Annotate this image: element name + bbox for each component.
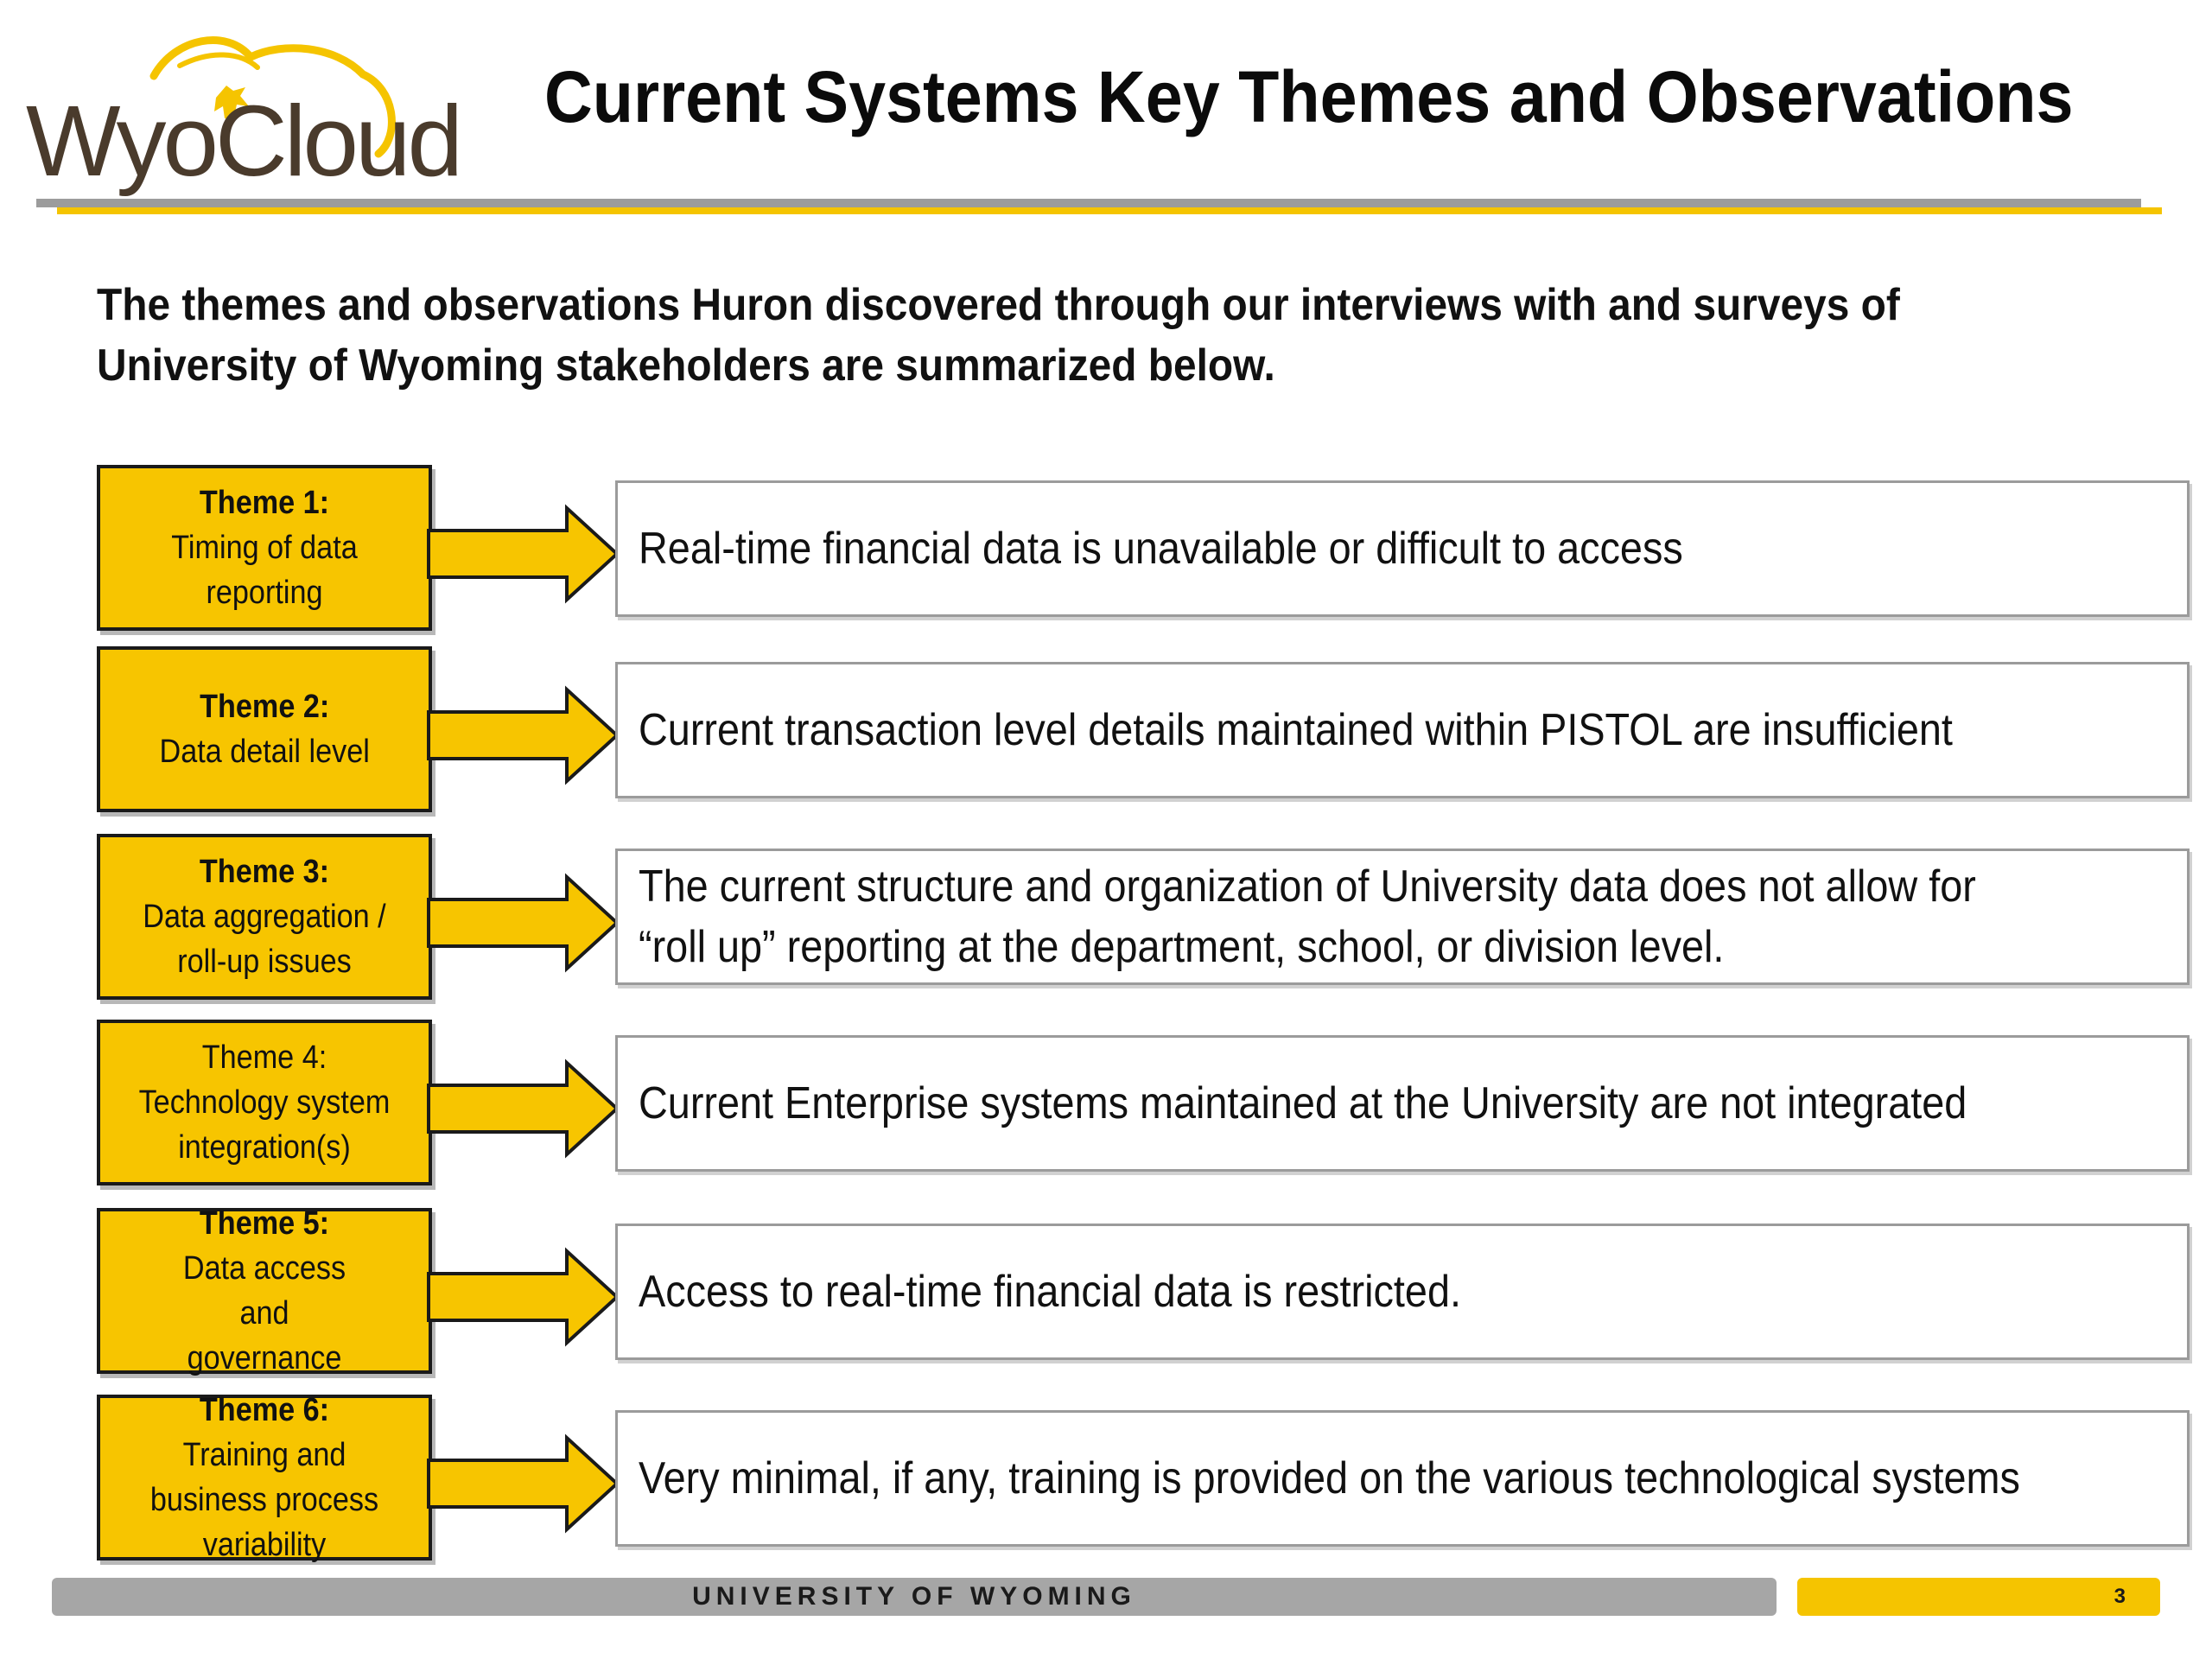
observation-box-1: [615, 480, 2190, 617]
observation-text: Very minimal, if any, training is provided on the various technological systems: [639, 1453, 2020, 1503]
observation-box-2: [615, 662, 2190, 798]
theme-label: Theme 6:: [199, 1392, 330, 1428]
arrow-right-icon: [429, 1249, 622, 1344]
observation-box-3: [615, 849, 2190, 985]
observation-text: Real-time financial data is unavailable or difficult to access: [639, 524, 1683, 574]
observation-box-5: [615, 1224, 2190, 1360]
header-rule-gold: [57, 207, 2162, 214]
observation-box-6: [615, 1410, 2190, 1547]
theme-box-2: [97, 646, 432, 812]
theme-box-content: [159, 684, 369, 774]
observation-text: The current structure and organization of University data does not allow for “roll up” reporting at the department, school, or division level.: [639, 861, 1976, 972]
theme-topic: Timing of data reporting: [171, 530, 358, 611]
page-title: Current Systems Key Themes and Observations: [544, 56, 2074, 137]
theme-box-5: [97, 1205, 432, 1376]
theme-topic: Training and business process variability: [149, 1437, 379, 1563]
observation-box-4: [615, 1035, 2190, 1172]
theme-topic: Data aggregation / roll-up issues: [143, 899, 386, 980]
theme-topic: Technology system integration(s): [138, 1084, 391, 1166]
observation-text: Current transaction level details maintained within PISTOL are insufficient: [639, 705, 1953, 755]
theme-box-6: [97, 1392, 432, 1563]
footer-organization: UNIVERSITY OF WYOMING: [692, 1582, 1136, 1611]
page-number-tab: [1797, 1578, 2160, 1616]
arrow-right-icon: [429, 506, 622, 601]
page-number: 3: [2113, 1585, 2126, 1608]
observation-text: Current Enterprise systems maintained at the University are not integrated: [639, 1078, 1967, 1128]
theme-box-content: [163, 1201, 365, 1381]
theme-label: Theme 5:: [199, 1205, 330, 1242]
theme-label: Theme 1:: [199, 485, 330, 521]
theme-label: Theme 3:: [199, 854, 330, 890]
theme-box-1: [97, 465, 432, 631]
theme-topic: Data access and governance: [182, 1250, 346, 1376]
arrow-right-icon: [429, 1061, 622, 1156]
theme-box-content: [124, 1388, 404, 1567]
arrow-right-icon: [429, 688, 622, 783]
observation-text: Access to real-time financial data is restricted.: [639, 1267, 1461, 1317]
arrow-right-icon: [429, 875, 622, 970]
theme-box-3: [97, 834, 432, 1000]
theme-box-4: [97, 1020, 432, 1185]
arrow-right-icon: [429, 1436, 622, 1531]
logo-wordmark: WyoCloud: [26, 85, 461, 197]
header-rule-gray: [36, 199, 2141, 207]
theme-topic: Data detail level: [159, 734, 370, 770]
theme-box-content: [132, 1035, 397, 1170]
intro-text: The themes and observations Huron discovered through our interviews with and surveys of University of Wyoming stakeholders are summarized below.: [97, 280, 1900, 391]
footer-bar: [52, 1578, 1777, 1616]
theme-box-content: [124, 849, 404, 984]
theme-box-content: [163, 480, 365, 615]
theme-label: Theme 4:: [201, 1039, 327, 1076]
theme-label: Theme 2:: [199, 689, 330, 725]
